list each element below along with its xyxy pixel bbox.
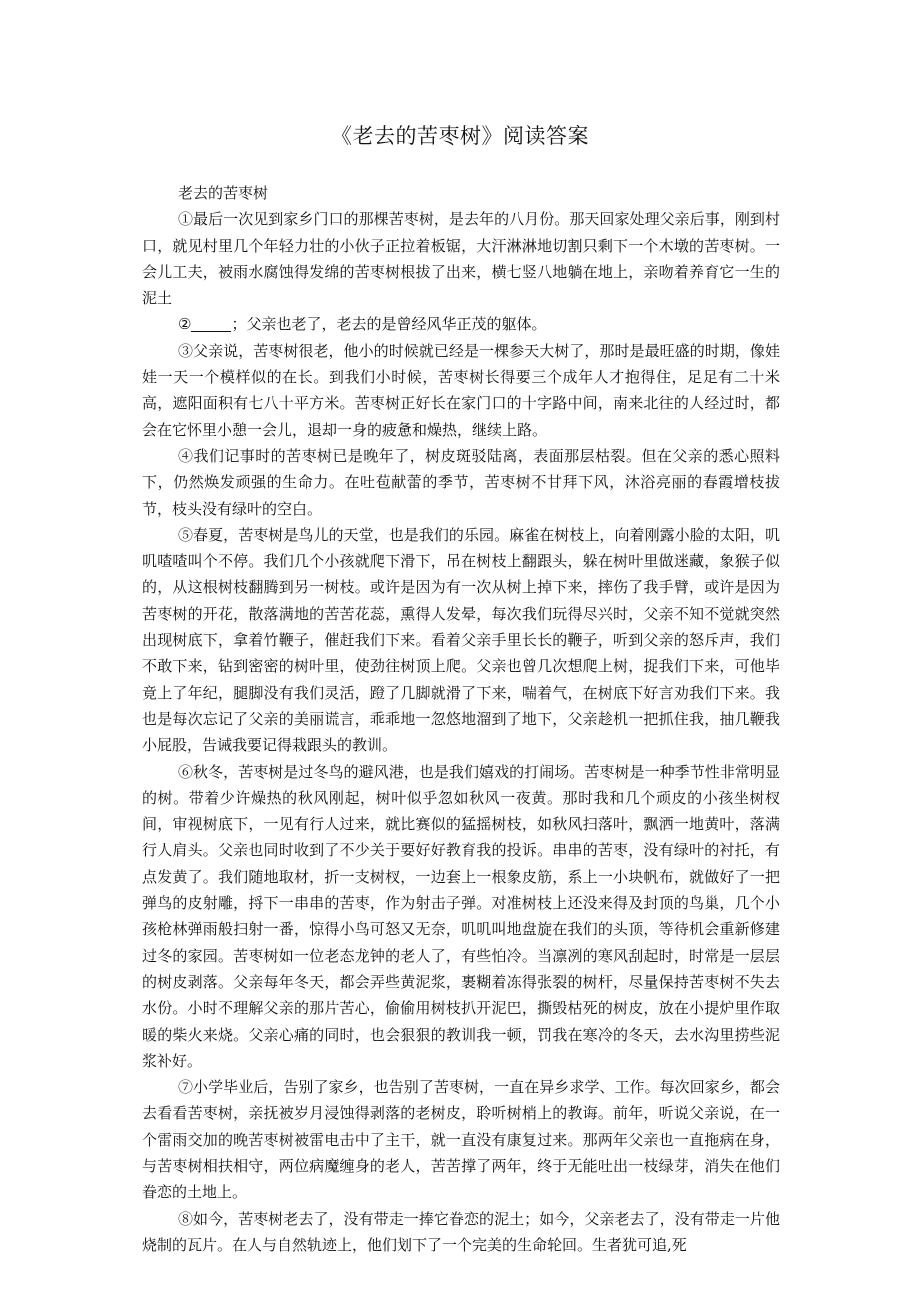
paragraph-5: ⑤春夏，苦枣树是鸟儿的天堂，也是我们的乐园。麻雀在树枝上，向着刚露小脸的太阳，叽叽喳喳叫个不停。我们几个小孩就爬下滑下，吊在树枝上翻跟头，躲在树叶里做迷藏，象猴子似的，从这根树枝翻腾到另一树枝。或许是因为有一次从树上掉下来，摔伤了我手臂，或许是因为苦枣树的开花，散落满地的苦苦花蕊，熏得人发晕，每次我们玩得尽兴时，父亲不知不觉就突然出现树底下，拿着竹鞭子，催赶我们下来。看着父亲手里长长的鞭子，听到父亲的怒斥声，我们不敢下来，钻到密密的树叶里，使劲往树顶上爬。父亲也曾几次想爬上树，捉我们下来，可他毕竟上了年纪，腿脚没有我们灵活，蹬了几脚就滑了下来，喘着气，在树底下好言劝我们下来。我也是每次忘记了父亲的美丽谎言，乖乖地一忽悠地溜到了地下，父亲趁机一把抓住我，抽几鞭我小屁股，告诫我要记得栽跟头的教训。 [142, 525, 780, 755]
paragraph-6: ⑥秋冬，苦枣树是过冬鸟的避风港，也是我们嬉戏的打闹场。苦枣树是一种季节性非常明显的树。带着少许燥热的秋风刚起，树叶似乎忽如秋风一夜黄。那时我和几个顽皮的小孩坐树杈间，审视树底下，一见有行人过来，就比赛似的猛摇树枝，如秋风扫落叶，飘洒一地黄叶，落满行人肩头。父亲也同时收到了不少关于要好好教育我的投诉。串串的苦枣，没有绿叶的衬托，有点发黄了。我们随地取材，折一支树杈，一边套上一根象皮筋，系上一小块帆布，就做好了一把弹鸟的皮射雕，捋下一串串的苦枣，作为射击子弹。对准树枝上还没来得及封顶的鸟巢，几个小孩枪林弹雨般扫射一番，惊得小鸟可怒又无奈，叽叽叫地盘旋在我们的头顶，等待机会重新修建过冬的家园。苦枣树如一位老态龙钟的老人了，有些怕冷。当凛冽的寒风刮起时，时常是一层层的树皮剥落。父亲每年冬天，都会弄些黄泥浆，裹糊着冻得张裂的树杆，尽量保持苦枣树不失去水份。小时不理解父亲的那片苦心，偷偷用树枝扒开泥巴，撕毁枯死的树皮，放在小提炉里作取暖的柴火来烧。父亲心痛的同时，也会狠狠的教训我一顿，罚我在寒冷的冬天，去水沟里捞些泥浆补好。 [142, 762, 780, 1070]
paragraph-7: ⑦小学毕业后，告别了家乡，也告别了苦枣树，一直在异乡求学、工作。每次回家乡，都会去看看苦枣树，亲抚被岁月浸蚀得剥落的老树皮，聆听树梢上的教诲。前年，听说父亲说，在一个雷雨交加的晚苦枣树被雷电击中了主干，就一直没有康复过来。那两年父亲也一直拖病在身，与苦枣树相扶相守，两位病魔缠身的老人，苦苦撑了两年，终于无能吐出一枝绿芽，消失在他们眷恋的土地上。 [142, 1078, 780, 1202]
page-title: 《老去的苦枣树》阅读答案 [331, 124, 589, 148]
paragraph-2-text: ；父亲也老了，老去的是曾经风华正茂的躯体。 [231, 315, 547, 334]
paragraph-1: ①最后一次见到家乡门口的那棵苦枣树，是去年的八月份。那天回家处理父亲后事，刚到村口，就见村里几个年轻力壮的小伙子正拉着板锯，大汗淋淋地切割只剩下一个木墩的苦枣树。一会儿工夫，被雨水腐蚀得发绵的苦枣树根拔了出来，横七竖八地躺在地上，亲吻着养育它一生的泥土 [142, 210, 780, 308]
paragraph-2-number: ② [178, 315, 192, 334]
paragraph-4: ④我们记事时的苦枣树已是晚年了，树皮斑驳陆离，表面那层枯裂。但在父亲的悉心照料下，仍然焕发顽强的生命力。在吐苞献蕾的季节，苦枣树不甘拜下风，沐浴亮丽的春霞增枝拔节，枝头没有绿叶的空白。 [142, 446, 780, 518]
paragraph-3: ③父亲说，苦枣树很老，他小的时候就已经是一棵参天大树了，那时是最旺盛的时期，像娃娃一天一个模样似的在长。到我们小时候，苦枣树长得要三个成年人才抱得住，足足有二十米高，遮阳面积有七八十平方米。苦枣树正好长在家门口的十字路中间，南来北往的人经过时，都会在它怀里小憩一会儿，退却一身的疲惫和燥热，继续上路。 [142, 341, 780, 439]
paragraph-2 [142, 311, 780, 337]
article-body [142, 180, 780, 1258]
fill-in-blank [191, 316, 231, 332]
paragraph-8: ⑧如今，苦枣树老去了，没有带走一捧它眷恋的泥土；如今，父亲老去了，没有带走一片他烧制的瓦片。在人与自然轨迹上，他们划下了一个完美的生命轮回。生者犹可追,死 [142, 1209, 780, 1254]
article-subtitle: 老去的苦枣树 [178, 184, 269, 202]
